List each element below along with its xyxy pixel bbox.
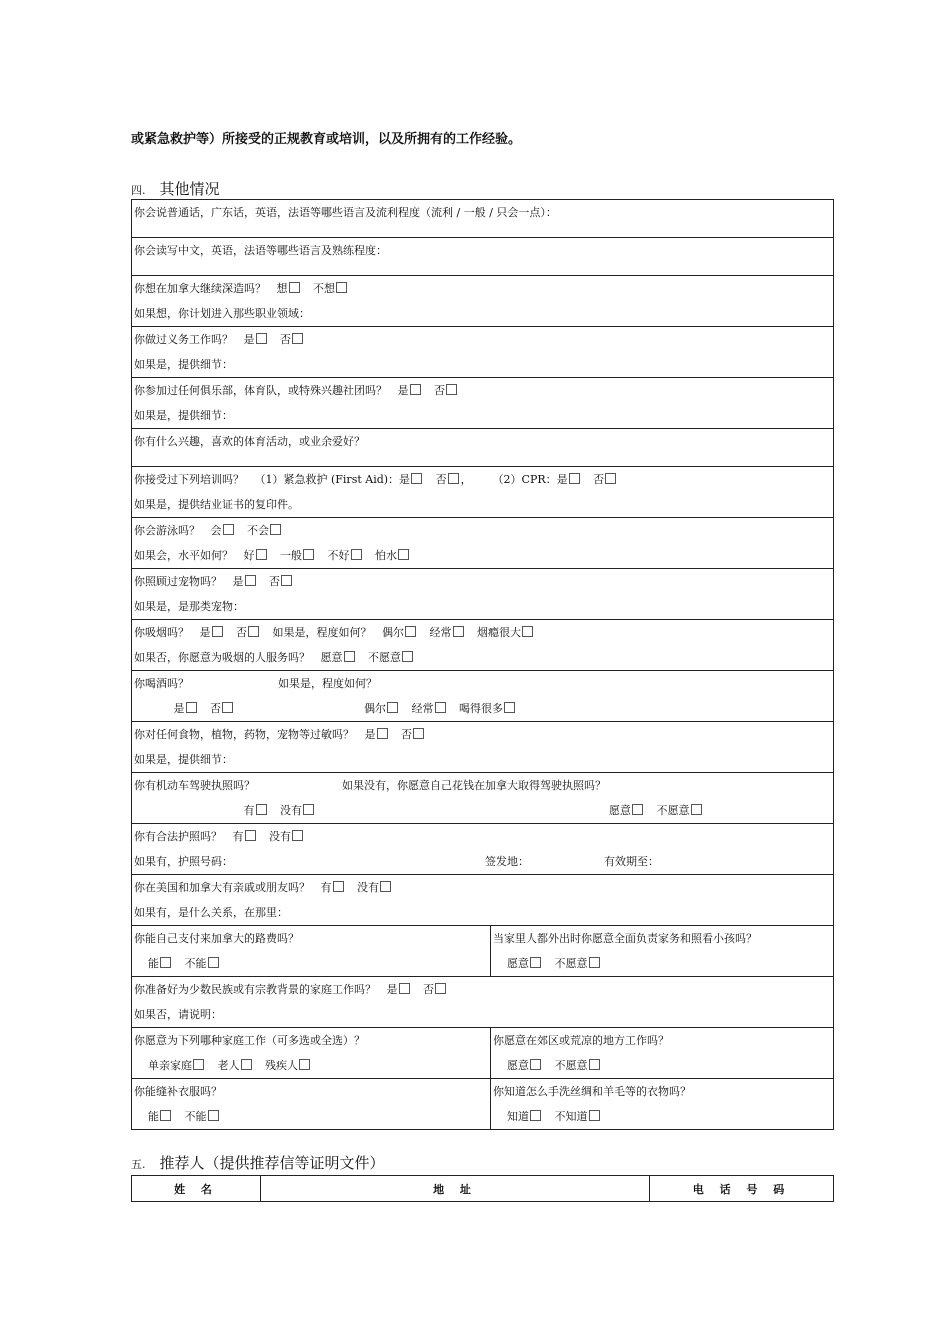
follow-up: 如果有，是什么关系，在那里：: [134, 906, 288, 919]
other-info-table: [131, 199, 834, 1130]
smoke-often-checkbox[interactable]: [453, 626, 464, 637]
relatives-no-checkbox[interactable]: [380, 881, 391, 892]
license-unwilling-checkbox[interactable]: [691, 804, 702, 815]
question: 你有合法护照吗？: [134, 830, 222, 843]
question: 你吸烟吗？: [134, 626, 189, 639]
follow-up: 如果是，提供细节：: [134, 409, 233, 422]
wash-yes-checkbox[interactable]: [530, 1110, 541, 1121]
row-minority: 你准备好为少数民族或有宗教背景的家庭工作吗？ 是 否 如果否，请说明：: [132, 977, 834, 1028]
serve-smoker-no-checkbox[interactable]: [402, 651, 413, 662]
question: 你准备好为少数民族或有宗教背景的家庭工作吗？: [134, 983, 376, 996]
pet-yes-checkbox[interactable]: [245, 575, 256, 586]
intro-text: 或紧急救护等）所接受的正规教育或培训，以及所拥有的工作经验。: [131, 132, 522, 147]
question: 你在美国和加拿大有亲戚或朋友吗？: [134, 881, 310, 894]
question: 你有机动车驾驶执照吗？: [134, 779, 255, 792]
wash-no-checkbox[interactable]: [589, 1110, 600, 1121]
question: 你能缝补衣服吗？: [134, 1085, 222, 1098]
row-pet: 你照顾过宠物吗？ 是 否 如果是，是那类宠物：: [132, 569, 834, 620]
childcare-yes-checkbox[interactable]: [530, 957, 541, 968]
drink-no-checkbox[interactable]: [222, 702, 233, 713]
follow-up: 如果否，请说明：: [134, 1008, 222, 1021]
question: 你能自己支付来加拿大的路费吗？: [134, 932, 299, 945]
question: 你照顾过宠物吗？: [134, 575, 222, 588]
drink-yes-checkbox[interactable]: [186, 702, 197, 713]
allergy-no-checkbox[interactable]: [413, 728, 424, 739]
smoke-heavy-checkbox[interactable]: [522, 626, 533, 637]
section-4-title: 其他情况: [159, 180, 220, 198]
follow-up: 如果是，提供细节：: [134, 358, 233, 371]
license-willing-checkbox[interactable]: [632, 804, 643, 815]
row-sew-wash: 你能缝补衣服吗？ 能 不能 你知道怎么手洗丝绸和羊毛等的衣物吗？ 知道 不知道: [132, 1079, 834, 1130]
club-no-checkbox[interactable]: [446, 384, 457, 395]
referee-table: [131, 1175, 834, 1202]
question: 你愿意在郊区或荒凉的地方工作吗？: [493, 1034, 669, 1047]
question: 你知道怎么手洗丝绸和羊毛等的衣物吗？: [493, 1085, 691, 1098]
smoke-no-checkbox[interactable]: [248, 626, 259, 637]
drink-often-checkbox[interactable]: [435, 702, 446, 713]
smoke-yes-checkbox[interactable]: [212, 626, 223, 637]
disabled-checkbox[interactable]: [299, 1059, 310, 1070]
drink-degree-label: 如果是，程度如何？: [278, 677, 377, 690]
passport-yes-checkbox[interactable]: [245, 830, 256, 841]
question: 你想在加拿大继续深造吗？: [134, 282, 266, 295]
travel-yes-checkbox[interactable]: [160, 957, 171, 968]
volunteer-no-checkbox[interactable]: [292, 333, 303, 344]
study-yes-checkbox[interactable]: [289, 282, 300, 293]
swim-good-checkbox[interactable]: [256, 549, 267, 560]
swim-afraid-checkbox[interactable]: [398, 549, 409, 560]
question: 你会读写中文，英语，法语等哪些语言及熟练程度：: [134, 244, 387, 257]
club-yes-checkbox[interactable]: [410, 384, 421, 395]
minority-no-checkbox[interactable]: [435, 983, 446, 994]
volunteer-yes-checkbox[interactable]: [256, 333, 267, 344]
follow-up: 如果想，你计划进入那些职业领域：: [134, 307, 310, 320]
section-4-heading: [131, 178, 220, 199]
row-family-remote: 你愿意为下列哪种家庭工作（可多选或全选）？ 单亲家庭 老人 残疾人 你愿意在郊区或荒凉的地方工作吗？ 愿意 不愿意: [132, 1028, 834, 1079]
follow-up: 如果否，你愿意为吸烟的人服务吗？: [134, 651, 310, 664]
row-training: 你接受过下列培训吗？ （1）紧急救护 (First Aid)：是 否 ， （2）CPR：是 否 如果是，提供结业证书的复印件。: [132, 467, 834, 518]
passport-expiry-label: 有效期至：: [604, 855, 659, 868]
remote-no-checkbox[interactable]: [589, 1059, 600, 1070]
follow-up: 如果会，水平如何？: [134, 549, 233, 562]
license-no-checkbox[interactable]: [303, 804, 314, 815]
question: 你参加过任何俱乐部，体育队，或特殊兴趣社团吗？: [134, 384, 387, 397]
row-lang-write: [132, 238, 834, 276]
row-swim: 你会游泳吗？ 会 不会 如果会，水平如何？ 好 一般 不好 怕水: [132, 518, 834, 569]
row-travel-childcare: 你能自己支付来加拿大的路费吗？ 能 不能 当家里人都外出时你愿意全面负责家务和照看小孩吗？ 愿意 不愿意: [132, 926, 834, 977]
firstaid-yes-checkbox[interactable]: [411, 473, 422, 484]
col-name: 姓 名: [132, 1176, 261, 1202]
sew-no-checkbox[interactable]: [208, 1110, 219, 1121]
cpr-no-checkbox[interactable]: [605, 473, 616, 484]
row-relatives: 你在美国和加拿大有亲戚或朋友吗？ 有 没有 如果有，是什么关系，在那里：: [132, 875, 834, 926]
swim-poor-checkbox[interactable]: [351, 549, 362, 560]
question: 当家里人都外出时你愿意全面负责家务和照看小孩吗？: [493, 932, 757, 945]
license-yes-checkbox[interactable]: [256, 804, 267, 815]
serve-smoker-yes-checkbox[interactable]: [344, 651, 355, 662]
row-study: 你想在加拿大继续深造吗？ 想 不想 如果想，你计划进入那些职业领域：: [132, 276, 834, 327]
passport-number-label: 如果有，护照号码：: [134, 855, 233, 868]
firstaid-no-checkbox[interactable]: [448, 473, 459, 484]
license-pay-question: 如果没有，你愿意自己花钱在加拿大取得驾驶执照吗？: [342, 779, 606, 792]
minority-yes-checkbox[interactable]: [399, 983, 410, 994]
question: 你做过义务工作吗？: [134, 333, 233, 346]
swim-no-checkbox[interactable]: [270, 524, 281, 535]
remote-yes-checkbox[interactable]: [530, 1059, 541, 1070]
col-address: 地 址: [261, 1176, 650, 1202]
question: 你会游泳吗？: [134, 524, 200, 537]
question: 你会说普通话，广东话，英语，法语等哪些语言及流利程度（流利 / 一般 / 只会一点）：: [134, 206, 557, 219]
question: 你接受过下列培训吗？: [134, 473, 244, 486]
pet-no-checkbox[interactable]: [281, 575, 292, 586]
elderly-checkbox[interactable]: [241, 1059, 252, 1070]
row-club: 你参加过任何俱乐部，体育队，或特殊兴趣社团吗？ 是 否 如果是，提供细节：: [132, 378, 834, 429]
question: 你有什么兴趣，喜欢的体育活动，或业余爱好？: [134, 435, 365, 448]
row-hobby: [132, 429, 834, 467]
travel-no-checkbox[interactable]: [208, 957, 219, 968]
follow-up: 如果是，提供细节：: [134, 753, 233, 766]
smoke-occasional-checkbox[interactable]: [405, 626, 416, 637]
drink-occasional-checkbox[interactable]: [387, 702, 398, 713]
study-no-checkbox[interactable]: [336, 282, 347, 293]
allergy-yes-checkbox[interactable]: [377, 728, 388, 739]
question: 你对任何食物，植物，药物，宠物等过敏吗？: [134, 728, 354, 741]
col-phone: 电 话 号 码: [650, 1176, 834, 1202]
passport-no-checkbox[interactable]: [292, 830, 303, 841]
passport-place-label: 签发地：: [485, 855, 529, 868]
follow-up: 如果是，提供结业证书的复印件。: [134, 498, 299, 511]
section-5-heading: [131, 1152, 385, 1173]
question: 你喝酒吗？: [134, 677, 189, 690]
question: 你愿意为下列哪种家庭工作（可多选或全选）？: [134, 1034, 365, 1047]
row-lang-speak: [132, 200, 834, 238]
sew-yes-checkbox[interactable]: [160, 1110, 171, 1121]
row-license: 你有机动车驾驶执照吗？ 如果没有，你愿意自己花钱在加拿大取得驾驶执照吗？ 有 没有 愿意 不愿意: [132, 773, 834, 824]
section-5-number: 五.: [131, 1158, 146, 1171]
row-smoke: 你吸烟吗？ 是 否 如果是，程度如何？ 偶尔 经常 烟瘾很大 如果否，你愿意为吸烟的人服务吗？ 愿意 不愿意: [132, 620, 834, 671]
single-parent-checkbox[interactable]: [193, 1059, 204, 1070]
row-passport: 你有合法护照吗？ 有 没有 如果有，护照号码： 签发地： 有效期至：: [132, 824, 834, 875]
row-drink: 你喝酒吗？ 如果是，程度如何？ 是 否 偶尔 经常 喝得很多: [132, 671, 834, 722]
swim-average-checkbox[interactable]: [303, 549, 314, 560]
follow-up: 如果是，是那类宠物：: [134, 600, 244, 613]
swim-yes-checkbox[interactable]: [223, 524, 234, 535]
cpr-yes-checkbox[interactable]: [569, 473, 580, 484]
section-5-title: 推荐人（提供推荐信等证明文件）: [159, 1154, 385, 1172]
childcare-no-checkbox[interactable]: [589, 957, 600, 968]
row-allergy: 你对任何食物，植物，药物，宠物等过敏吗？ 是 否 如果是，提供细节：: [132, 722, 834, 773]
section-4-number: 四.: [131, 184, 146, 197]
drink-heavy-checkbox[interactable]: [504, 702, 515, 713]
row-volunteer: 你做过义务工作吗？ 是 否 如果是，提供细节：: [132, 327, 834, 378]
relatives-yes-checkbox[interactable]: [333, 881, 344, 892]
